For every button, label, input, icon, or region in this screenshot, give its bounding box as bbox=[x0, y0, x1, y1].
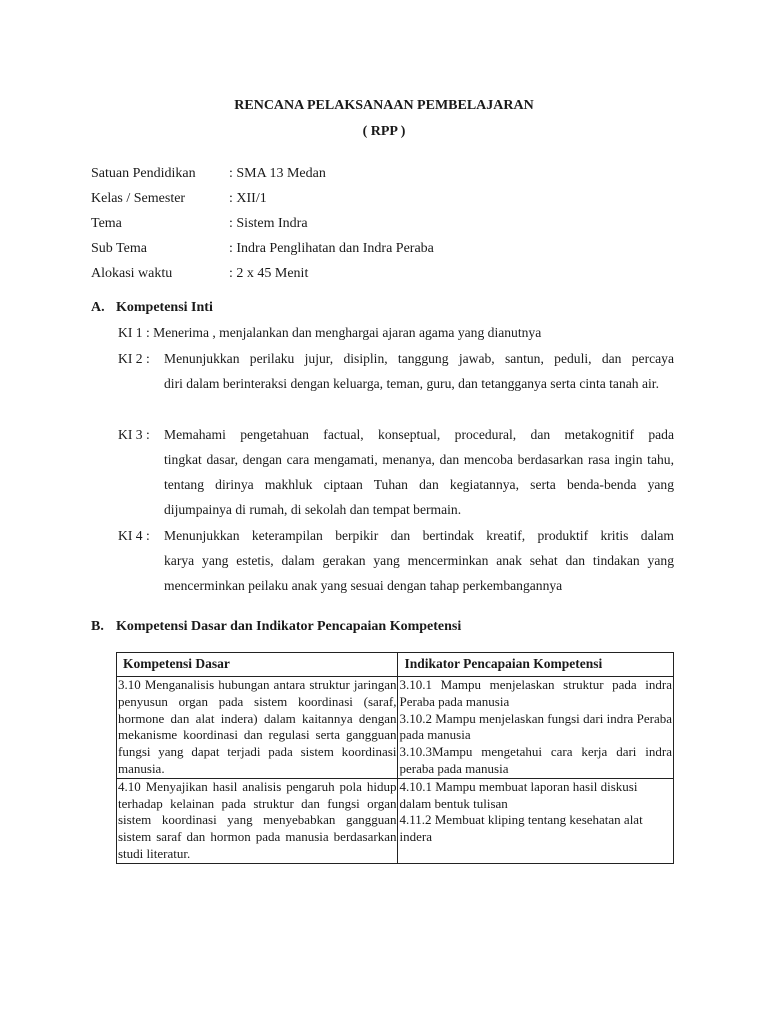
kd-text: 3.10 Menganalisis hubungan antara struktur jaringan penyusun organ pada sistem koordinasi (saraf, hormone dan alat indera) dalam kaitannya dengan mekanisme koordinasi dan regulasi serta gangguan fungsi yang dapat terjadi pada sistem koordinasi manusia. bbox=[118, 677, 397, 776]
table-header-row bbox=[117, 653, 674, 677]
section-letter: B. bbox=[91, 619, 104, 634]
kd-cell bbox=[117, 778, 398, 863]
header-indikator: Indikator Pencapaian Kompetensi bbox=[398, 653, 674, 677]
ki-first-line: Menunjukkan keterampilan berpikir dan bertindak kreatif, produktif kritis dalam bbox=[164, 528, 674, 543]
ki-prefix: KI 4 : bbox=[118, 528, 150, 543]
info-value: : SMA 13 Medan bbox=[229, 166, 326, 181]
ki-body: tingkat dasar, dengan cara mengamati, menanya, dan mencoba berdasarkan rasa ingin tahu, tentang dirinya makhluk ciptaan Tuhan dan kegiatannya, serta benda-benda yang dijumpainya di rumah, di sekolah dan tempat bermain. bbox=[164, 452, 674, 517]
ki-body: diri dalam berinteraksi dengan keluarga, teman, guru, dan tetangganya serta cinta tanah air. bbox=[164, 376, 659, 391]
ki-body: karya yang estetis, dalam gerakan yang mencerminkan anak sehat dan tindakan yang mencerminkan peilaku anak yang sesuai dengan tahap perkembangannya bbox=[164, 553, 674, 593]
section-letter: A. bbox=[91, 300, 105, 315]
ki-first-line: Menunjukkan perilaku jujur, disiplin, tanggung jawab, santun, peduli, dan percaya bbox=[164, 351, 674, 366]
table-row bbox=[117, 778, 674, 863]
table-row bbox=[117, 677, 674, 779]
info-label: Alokasi waktu bbox=[91, 266, 173, 281]
section-title: Kompetensi Dasar dan Indikator Pencapaian Kompetensi bbox=[116, 619, 462, 634]
ipk-item: 4.11.2 Membuat kliping tentang kesehatan alat indera bbox=[399, 812, 643, 845]
ki-2 bbox=[118, 346, 674, 396]
section-title: Kompetensi Inti bbox=[116, 300, 213, 315]
ki-text: KI 1 : Menerima , menjalankan dan menghargai ajaran agama yang dianutnya bbox=[118, 325, 542, 340]
ki-first-line: Memahami pengetahuan factual, konseptual, procedural, dan metakognitif pada bbox=[164, 427, 674, 442]
ki-1 bbox=[118, 320, 674, 345]
ki-prefix: KI 2 : bbox=[118, 351, 150, 366]
info-value: : XII/1 bbox=[229, 191, 267, 206]
info-label: Tema bbox=[91, 216, 122, 231]
info-value: : 2 x 45 Menit bbox=[229, 266, 309, 281]
section-b-heading bbox=[91, 619, 461, 635]
info-label: Kelas / Semester bbox=[91, 191, 186, 206]
info-value: : Sistem Indra bbox=[229, 216, 308, 231]
ipk-item: 3.10.1 Mampu menjelaskan struktur pada indra Peraba pada manusia bbox=[399, 677, 672, 709]
kd-text: 4.10 Menyajikan hasil analisis pengaruh pola hidup terhadap kelainan pada struktur dan fungsi organ sistem koordinasi yang menyebabkan gangguan sistem saraf dan hormon pada manusia berdasarkan studi literatur. bbox=[118, 778, 397, 861]
kd-cell bbox=[117, 677, 398, 779]
ipk-cell bbox=[398, 778, 674, 863]
ki-4 bbox=[118, 523, 674, 598]
ki-prefix: KI 3 : bbox=[118, 427, 150, 442]
info-label: Sub Tema bbox=[91, 241, 147, 256]
ipk-item: 4.10.1 Mampu membuat laporan hasil diskusi dalam bentuk tulisan bbox=[399, 778, 638, 811]
section-a-heading bbox=[91, 300, 213, 316]
document-title: RENCANA PELAKSANAAN PEMBELAJARAN bbox=[234, 98, 534, 113]
info-value: : Indra Penglihatan dan Indra Peraba bbox=[229, 241, 434, 256]
ipk-item: 3.10.2 Mampu menjelaskan fungsi dari indra Peraba pada manusia bbox=[399, 710, 672, 743]
document-subtitle: ( RPP ) bbox=[362, 124, 406, 139]
ipk-item: 3.10.3Mampu mengetahui cara kerja dari indra peraba pada manusia bbox=[399, 744, 672, 776]
ipk-cell bbox=[398, 677, 674, 779]
info-label: Satuan Pendidikan bbox=[91, 166, 196, 181]
header-kompetensi-dasar: Kompetensi Dasar bbox=[117, 653, 398, 677]
competency-table bbox=[116, 652, 674, 864]
ki-3 bbox=[118, 422, 674, 522]
